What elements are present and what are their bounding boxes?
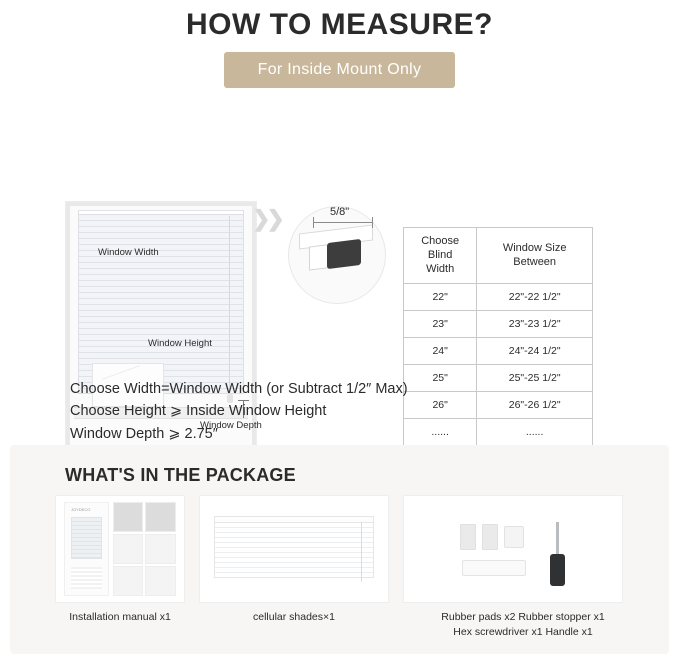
cell-window-size: 22"-22 1/2" [477,284,593,311]
manual-page-cell [145,534,176,564]
shade-cord [229,216,230,396]
mounting-bracket-dark [327,239,361,269]
table-row [404,311,593,338]
cell-blind-width: 22" [404,284,477,311]
package-caption-hardware [403,610,643,640]
cell-window-size: 25"-25 1/2" [477,365,593,392]
measure-notes [70,378,408,445]
chevron-right-icon: ❯❯ [252,206,281,231]
header-left-line2: Width [426,262,455,275]
headrail-depth-value: 5/8" [330,206,350,218]
hardware-caption-line2: Hex screwdriver x1 Handle x1 [453,626,593,639]
manual-page-cell [113,534,144,564]
cell-blind-width: 25" [404,365,477,392]
manual-page-cell [145,502,176,532]
product-shade-body [214,522,374,578]
header-left-line1: Choose Blind [421,235,460,261]
manual-inner-pages [113,502,176,596]
window-depth-label: Window Depth [200,420,262,431]
manual-thumbnail [64,502,176,596]
manual-page-cell [113,502,144,532]
package-item-hardware-image [403,495,623,603]
package-caption-shade: cellular shades×1 [252,611,335,623]
window-width-label: Window Width [98,247,159,258]
window-height-label: Window Height [148,338,212,349]
manual-brand-label: JOYDECO [71,507,91,512]
inside-mount-badge: For Inside Mount Only [224,52,456,88]
blind-size-table [403,227,593,473]
cell-window-size: ...... [477,419,593,446]
cell-blind-width: 23" [404,311,477,338]
package-section [10,445,669,654]
table-row [404,284,593,311]
note-depth: Window Depth ⩾ 2.75″ [70,425,218,442]
rubber-stopper [504,526,524,548]
cell-blind-width: ...... [404,419,477,446]
zoom-dim-line [313,222,373,223]
rubber-pad-2 [482,524,498,550]
product-cord [361,522,362,582]
manual-page-cell [113,566,144,596]
package-item-manual-image [55,495,185,603]
badge-container [0,52,679,88]
note-height: Choose Height ⩾ Inside Window Height [70,403,327,420]
manual-page-cell [145,566,176,596]
rubber-pad-1 [460,524,476,550]
package-item-shade-image [199,495,389,603]
header-right-text: Window Size Between [502,241,567,268]
manual-cover [64,502,109,596]
table-row [404,392,593,419]
table-header-row [404,228,593,284]
hex-screwdriver-grip [550,554,565,586]
table-header-window-size-between [477,228,593,284]
zoom-dim-tick-right [372,217,373,228]
package-items-row [55,495,623,603]
cell-window-size: 23"-23 1/2" [477,311,593,338]
manual-cover-text [71,567,102,589]
cell-window-size: 24"-24 1/2" [477,338,593,365]
table-row [404,365,593,392]
package-title: WHAT'S IN THE PACKAGE [65,465,296,485]
hex-screwdriver-shaft [556,522,559,556]
hardware-caption-line1: Rubber pads x2 Rubber stopper x1 [441,611,605,623]
table-row [404,419,593,446]
note-width: Choose Width=Window Width (or Subtract 1/2″ Max) [70,381,408,397]
handle-part [462,560,526,576]
page-title: HOW TO MEASURE? [186,8,493,41]
table-row [404,338,593,365]
manual-cover-image [71,517,102,559]
cell-blind-width: 24" [404,338,477,365]
cell-window-size: 26"-26 1/2" [477,392,593,419]
cell-blind-width: 26" [404,392,477,419]
package-caption-manual: Installation manual x1 [69,611,171,623]
table-header-choose-blind-width [404,228,477,284]
